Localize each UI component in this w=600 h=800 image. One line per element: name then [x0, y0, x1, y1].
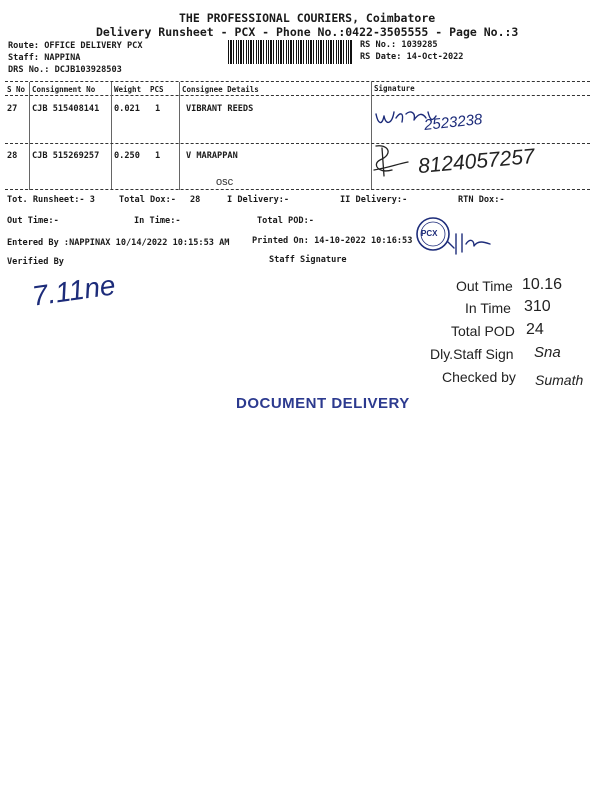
entered-by: Entered By :NAPPINAX 10/14/2022 10:15:53 AM: [7, 238, 230, 248]
printed-on: Printed On: 14-10-2022 10:16:53: [252, 236, 413, 246]
total-dox-label: Total Dox:-: [119, 195, 176, 205]
tot-runsheet: Tot. Runsheet:- 3: [7, 195, 95, 205]
barcode: [228, 40, 353, 64]
hw-out-time-label: Out Time: [456, 278, 513, 294]
rtn-dox: RTN Dox:-: [458, 195, 505, 205]
hw-dly-staff-label: Dly.Staff Sign: [430, 346, 514, 362]
hw-in-time-label: In Time: [465, 300, 511, 316]
signature-phone: 8124057257: [417, 144, 536, 179]
total-pod: Total POD:-: [257, 216, 314, 226]
row-consignment: CJB 515408141: [32, 104, 100, 114]
runsheet-title: Delivery Runsheet - PCX - Phone No.:0422-3505555 - Page No.:3: [96, 25, 519, 39]
table-header-rule: [5, 95, 590, 96]
route-label: Route: OFFICE DELIVERY PCX: [8, 41, 143, 51]
hw-dly-staff-value: Sna: [534, 344, 561, 361]
row-weight: 0.021: [114, 104, 140, 114]
hw-checked-by-value: Sumath: [535, 372, 584, 388]
out-time: Out Time:-: [7, 216, 59, 226]
hw-checked-by-label: Checked by: [442, 369, 516, 385]
col-consignment: Consignment No: [32, 85, 96, 94]
hw-total-pod-value: 24: [526, 321, 544, 338]
row-pcs: 1: [155, 151, 161, 161]
hw-out-time-value: 10.16: [522, 276, 563, 293]
total-dox-value: 28: [190, 195, 201, 205]
verified-by: Verified By: [7, 257, 64, 267]
col-consignee: Consignee Details: [182, 85, 259, 94]
row-rule: [5, 143, 590, 144]
staff-signature-scribble: [446, 228, 496, 256]
table-top-rule: [5, 81, 590, 82]
hw-total-pod-label: Total POD: [451, 323, 515, 339]
row-pcs: 1: [155, 104, 161, 114]
col-weight: Weight: [114, 85, 142, 94]
company-title: THE PROFESSIONAL COURIERS, Coimbatore: [179, 11, 436, 25]
staff-label: Staff: NAPPINA: [8, 53, 81, 63]
row-sno: 28: [7, 151, 18, 161]
staff-signature: Staff Signature: [269, 255, 347, 265]
col-sep: [179, 82, 180, 190]
signature-phone: 2523238: [423, 110, 484, 135]
col-sep: [29, 82, 30, 190]
verified-signature: 7.11ne: [30, 269, 118, 312]
row-consignee: V MARAPPAN: [186, 151, 238, 161]
document-delivery-stamp: DOCUMENT DELIVERY: [236, 395, 410, 412]
row-weight: 0.250: [114, 151, 140, 161]
rs-date: RS Date: 14-Oct-2022: [360, 52, 464, 62]
ii-delivery: II Delivery:-: [340, 195, 408, 205]
in-time: In Time:-: [134, 216, 181, 226]
i-delivery: I Delivery:-: [227, 195, 290, 205]
col-sep: [111, 82, 112, 190]
row-consignee: VIBRANT REEDS: [186, 104, 254, 114]
hw-in-time-value: 310: [524, 298, 551, 315]
table-bottom-rule: [5, 189, 590, 190]
row-sno: 27: [7, 104, 18, 114]
drs-number: DRS No.: DCJB103928503: [8, 65, 122, 75]
pcx-stamp-text: PCX: [421, 229, 438, 238]
col-pcs: PCS: [150, 85, 164, 94]
col-signature: Signature: [374, 84, 415, 93]
row-consignment: CJB 515269257: [32, 151, 100, 161]
col-sno: S No: [7, 85, 26, 94]
rs-number: RS No.: 1039285: [360, 40, 438, 50]
row-mark: osc: [216, 176, 234, 188]
